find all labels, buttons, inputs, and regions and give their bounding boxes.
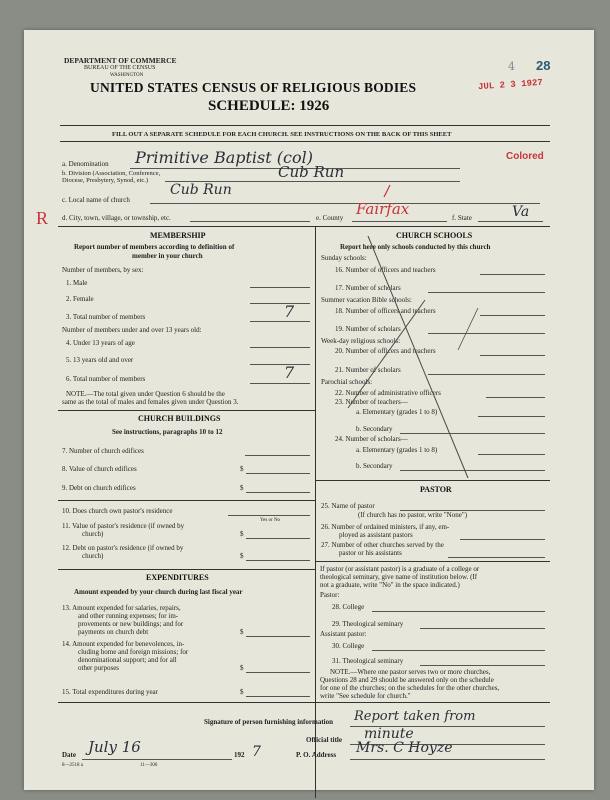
q5-13-and-over: 5. 13 years old and over [66, 356, 134, 364]
church-buildings-heading: CHURCH BUILDINGS [138, 414, 221, 423]
q6-total-members: 6. Total number of members [66, 375, 146, 383]
state-label: f. State [452, 214, 472, 222]
city-label: d. City, town, village, or township, etc. [62, 214, 171, 222]
q15-total-expenditures: 15. Total expenditures during year [62, 688, 158, 696]
county-label: e. County [316, 214, 344, 222]
official-title-label: Official title [306, 736, 342, 744]
signature-value[interactable]: Report taken from [354, 709, 476, 724]
date-label: Date [62, 751, 76, 759]
year-value[interactable]: 7 [252, 744, 261, 760]
graduate-note-1: If pastor (or assistant pastor) is a graduate of a college or [320, 565, 480, 573]
q18-summer-officers: 18. Number of officers and teachers [335, 307, 436, 315]
form-subtitle: SCHEDULE: 1926 [208, 98, 330, 114]
red-check-mark [384, 185, 390, 197]
q9-dollar: $ [240, 484, 244, 492]
q29-seminary: 29. Theological seminary [332, 620, 404, 628]
q20-weekday-officers: 20. Number of officers and teachers [335, 347, 436, 355]
q13-line-3: provements or new buildings; and for [78, 620, 184, 628]
q27-line-2: pastor or his assistants [339, 549, 402, 557]
q1-male: 1. Male [66, 279, 88, 287]
q16-sunday-officers: 16. Number of officers and teachers [335, 266, 436, 274]
division-label: b. Division (Association, Conference, Diocese, Presbytery, Synod, etc.) [62, 170, 161, 184]
q10-pastor-residence: 10. Does church own pastor's residence [62, 507, 173, 515]
cross-line-1 [368, 236, 468, 478]
official-title-value[interactable]: minute [364, 726, 414, 742]
po-address-label: P. O. Address [296, 751, 337, 759]
pastor-subheading: Pastor: [320, 591, 340, 599]
q2-female: 2. Female [66, 295, 94, 303]
form-code: 8—2518 a [62, 763, 83, 768]
q11-dollar: $ [240, 530, 244, 538]
year-prefix: 192 [234, 751, 245, 759]
q23-teachers: 23. Number of teachers— [335, 398, 408, 406]
q26-line-1: 26. Number of ordained ministers, if any, em- [321, 523, 450, 531]
q19-summer-scholars: 19. Number of scholars [335, 325, 401, 333]
membership-note-2: same as the total of males and females given under Question 3. [62, 398, 239, 406]
pastor-note-3: for one of the churches; on the schedules for the other churches, [320, 684, 500, 692]
pastor-heading: PASTOR [420, 485, 452, 494]
q8-edifice-value: 8. Value of church edifices [62, 465, 137, 473]
membership-heading: MEMBERSHIP [150, 231, 206, 240]
q21-weekday-scholars: 21. Number of scholars [335, 366, 401, 374]
q13-line-1: 13. Amount expended for salaries, repairs, [62, 604, 181, 612]
local-name-label: c. Local name of church [62, 196, 130, 204]
q14-line-2: cluding home and foreign missions; for [78, 648, 189, 656]
q3-total-members: 3. Total number of members [66, 313, 146, 321]
q14-line-4: other purposes [78, 664, 120, 672]
po-address-value[interactable]: Mrs. C Hoyze [356, 740, 453, 756]
membership-intro-1: Report number of members according to definition of [74, 243, 235, 251]
q14-line-1: 14. Amount expended for benevolences, in- [62, 640, 185, 648]
q7-edifices: 7. Number of church edifices [62, 447, 144, 455]
pastor-note-4: write "See schedule for church." [320, 692, 411, 700]
state-value[interactable]: Va [512, 204, 530, 220]
yes-no-hint: Yes or No [260, 518, 281, 523]
q14-line-3: denominational support; and for all [78, 656, 177, 664]
q23a-elementary-teachers: a. Elementary (grades 1 to 8) [356, 408, 438, 416]
pastor-note-1: NOTE.—Where one pastor serves two or more churches, [330, 668, 491, 676]
form-instruction: FILL OUT A SEPARATE SCHEDULE FOR EACH CHURCH. SEE INSTRUCTIONS ON THE BACK OF THIS SHEET [112, 131, 452, 138]
q11-residence-value-2: church) [82, 530, 104, 538]
q8-dollar: $ [240, 465, 244, 473]
schedule-number-stamp: 28 [536, 58, 551, 73]
q25-pastor-name: 25. Name of pastor [321, 502, 375, 510]
bureau-city: WASHINGTON [110, 73, 144, 78]
expenditures-heading: EXPENDITURES [146, 573, 209, 582]
form-title: UNITED STATES CENSUS OF RELIGIOUS BODIES [90, 80, 417, 95]
form-code-2: 11—306 [140, 763, 158, 768]
division-value[interactable]: Cub Run [278, 163, 345, 181]
q31-seminary: 31. Theological seminary [332, 657, 404, 665]
cross-line-3 [458, 308, 478, 350]
summer-schools-label: Summer vacation Bible schools: [321, 296, 412, 304]
weekday-schools-label: Week-day religious schools: [321, 337, 401, 345]
assistant-pastor-subheading: Assistant pastor: [320, 630, 367, 638]
q12-residence-debt-2: church) [82, 552, 104, 560]
received-date-stamp: JUL 2 3 1927 [477, 77, 544, 93]
corner-mark: 4 [508, 60, 515, 73]
date-value[interactable]: July 16 [88, 738, 141, 756]
graduate-note-3: not a graduate, write "No" in the space indicated.) [320, 581, 460, 589]
church-schools-heading: CHURCH SCHOOLS [396, 231, 473, 240]
membership-note-1: NOTE.—The total given under Question 6 should be the [66, 390, 225, 398]
q28-college: 28. College [332, 603, 365, 611]
expenditures-intro: Amount expended by your church during last fiscal year [74, 588, 243, 596]
denomination-label: a. Denomination [62, 160, 109, 168]
buildings-intro: See instructions, paragraphs 10 to 12 [112, 428, 223, 436]
sunday-schools-label: Sunday schools: [321, 254, 367, 262]
q12-residence-debt-1: 12. Debt on pastor's residence (if owned by [62, 544, 184, 552]
q27-line-1: 27. Number of other churches served by the [321, 541, 444, 549]
q24-scholars: 24. Number of scholars— [335, 435, 408, 443]
q24b-secondary-scholars: b. Secondary [356, 462, 393, 470]
q13-line-2: and other running expenses; for im- [78, 612, 179, 620]
q11-residence-value-1: 11. Value of pastor's residence (if owned by [62, 522, 185, 530]
q17-sunday-scholars: 17. Number of scholars [335, 284, 401, 292]
q12-dollar: $ [240, 552, 244, 560]
local-name-value[interactable]: Cub Run [170, 182, 232, 198]
q24a-elementary-scholars: a. Elementary (grades 1 to 8) [356, 446, 438, 454]
denomination-value[interactable]: Primitive Baptist (col) [135, 148, 313, 167]
q26-line-2: ployed as assistant pastors [339, 531, 413, 539]
q23b-secondary-teachers: b. Secondary [356, 425, 393, 433]
q13-dollar: $ [240, 628, 244, 636]
q15-dollar: $ [240, 688, 244, 696]
q14-dollar: $ [240, 664, 244, 672]
age-heading: Number of members under and over 13 years old: [62, 326, 202, 334]
q25-none-hint: (If church has no pastor, write "None") [358, 511, 468, 519]
q30-college: 30. College [332, 642, 365, 650]
q3-total-value[interactable]: 7 [284, 302, 295, 321]
signature-label: Signature of person furnishing information [204, 718, 333, 726]
parochial-schools-label: Parochial schools: [321, 378, 373, 386]
r-margin-mark: R [36, 208, 49, 228]
schools-intro: Report here only schools conducted by this church [340, 243, 491, 251]
q13-line-4: payments on church debt [78, 628, 149, 636]
q6-total-value[interactable]: 7 [284, 363, 295, 382]
bureau-name: BUREAU OF THE CENSUS [84, 65, 156, 71]
members-by-sex-label: Number of members, by sex: [62, 266, 144, 274]
membership-intro-2: member in your church [132, 252, 203, 260]
graduate-note-2: theological seminary, give name of institution below. (If [320, 573, 478, 581]
cross-line-2 [348, 300, 425, 408]
colored-note: Colored [506, 151, 544, 162]
pastor-note-2: Questions 28 and 29 should be answered only on the schedule [320, 676, 494, 684]
q4-under-13: 4. Under 13 years of age [66, 339, 135, 347]
q22-admin-officers: 22. Number of administrative officers [335, 389, 441, 397]
department-name: DEPARTMENT OF COMMERCE [64, 56, 177, 65]
q9-edifice-debt: 9. Debt on church edifices [62, 484, 136, 492]
county-value[interactable]: Fairfax [356, 200, 410, 218]
